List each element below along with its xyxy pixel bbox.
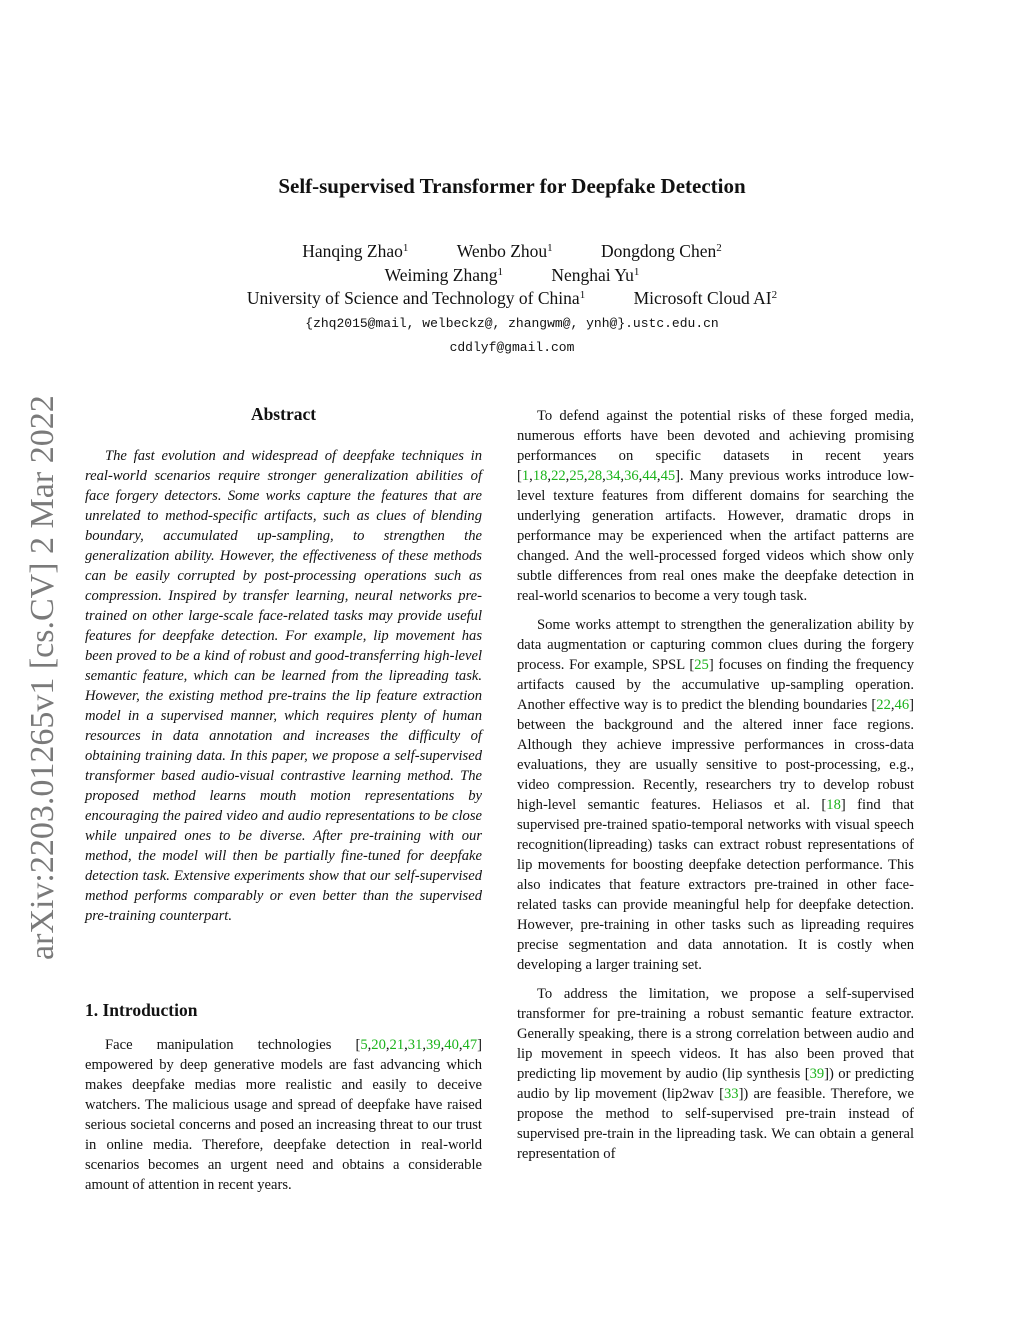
affiliation: Microsoft Cloud $AI^2$ bbox=[633, 288, 778, 308]
body-paragraph: To defend against the potential risks of these forged media, numerous efforts have been devoted and achieving promising performances on specific datasets in recent years [1,18,22,25,28,34,36,44,45]. Many previous works introduce low-level texture features from different domains for searching the underlying generation artifacts. However, dramatic drops in performance may be experienced when the artifact patterns are changed. And the well-processed forged videos which show only subtle differences from real ones make the deepfake detection in real-world scenarios to become a very tough task. bbox=[517, 408, 914, 604]
body-paragraph: To address the limitation, we propose a self-supervised transformer for pre-training a robust semantic feature extractor. Generally speaking, there is a strong correlation between audio and lip movement in speech videos. It has also been proved that predicting lip movement by audio (lip synthesis [39]) or predicting audio by lip movement (lip2wav [33]) are feasible. Therefore, we propose the method to self-supervised pre-train instead of supervised pre-train in the lipreading task. We can obtain a general representation of bbox=[517, 986, 914, 1162]
citation-link[interactable]: 47 bbox=[462, 1037, 478, 1053]
citation-link[interactable]: 25 bbox=[569, 468, 584, 484]
citation-link[interactable]: 1 bbox=[521, 468, 530, 484]
citation-link[interactable]: 18 bbox=[826, 797, 841, 813]
author: Hanqing Zhao$^1$ bbox=[302, 241, 409, 261]
abstract-heading: Abstract bbox=[250, 404, 317, 424]
right-column bbox=[517, 406, 914, 1173]
author: Weiming Zhang$^1$ bbox=[384, 265, 503, 285]
author-email-secondary: cddlyf@gmail.com bbox=[449, 340, 575, 355]
author-emails: {zhq2015@mail, welbeckz@, zhangwm@, ynh@}.ustc.edu.cn bbox=[305, 316, 719, 331]
citation-link[interactable]: 39 bbox=[809, 1066, 825, 1082]
abstract-text: The fast evolution and widespread of deepfake techniques in real-world scenarios require stronger generalization abilities of face forgery detectors. Some works capture the features that are unrelated to method-specific artifacts, such as clues of blending boundary, accumulated up-sampling, to strengthen the generalization ability. However, the effectiveness of these methods can be easily corrupted by post-processing operations such as compression. Inspired by transfer learning, neural networks pre-trained on other large-scale face-related tasks may provide useful features for deepfake detection. For example, lip movement has been proved to be a kind of robust and good-transferring high-level semantic feature, which can be learned from the lipreading task. However, the existing method pre-trains the lip feature extraction model in a supervised manner, which requires plenty of human resources in data annotation and increases the difficulty of obtaining training data. In this paper, we propose a self-supervised transformer based audio-visual contrastive learning method. The proposed method learns mouth motion representations by encouraging the paired video and audio representations to be close while unpaired ones to be diverse. After pre-training with our method, the model will then be partially fine-tuned for deepfake detection task. Extensive experiments show that our self-supervised method performs comparably or even better than the supervised pre-training counterpart. bbox=[85, 448, 482, 924]
citation-link[interactable]: 44 bbox=[642, 468, 657, 484]
arxiv-identifier-stamp: arXiv:2203.01265v1 [cs.CV] 2 Mar 2022 bbox=[24, 395, 61, 960]
affiliations bbox=[0, 288, 1024, 309]
citation-link[interactable]: 25 bbox=[694, 657, 709, 673]
citation-link[interactable]: 31 bbox=[407, 1037, 423, 1053]
citation-link[interactable]: 22 bbox=[551, 468, 566, 484]
author: Wenbo Zhou$^1$ bbox=[456, 241, 553, 261]
citation-link[interactable]: 28 bbox=[587, 468, 603, 484]
intro-paragraph: Face manipulation technologies [5,20,21,31,39,40,47] empowered by deep generative models are fast advancing which makes deepfake medias more realistic and easily to deceive watchers. The malicious usage and spread of deepfake have raised serious societal concerns and posed an increasing threat to our trust in online media. Therefore, deepfake detection in real-world scenarios becomes an urgent need and obtains a considerable amount of attention in recent years. bbox=[85, 1037, 482, 1193]
paper-title: Self-supervised Transformer for Deepfake Detection bbox=[278, 174, 746, 198]
citation-link[interactable]: 34 bbox=[605, 468, 621, 484]
citation-link[interactable]: 18 bbox=[532, 468, 548, 484]
citation-link[interactable]: 39 bbox=[426, 1037, 441, 1053]
citation-link[interactable]: 45 bbox=[660, 468, 676, 484]
citation-link[interactable]: 40 bbox=[444, 1037, 459, 1053]
citation-link[interactable]: 33 bbox=[723, 1086, 739, 1102]
abstract-body bbox=[85, 446, 482, 926]
citation-link[interactable]: 22 bbox=[876, 697, 891, 713]
citation-link[interactable]: 5 bbox=[360, 1037, 368, 1053]
citation-link[interactable]: 46 bbox=[894, 697, 910, 713]
author-line-2 bbox=[0, 265, 1024, 286]
citation-link[interactable]: 36 bbox=[624, 468, 639, 484]
introduction-heading: 1. Introduction bbox=[85, 1000, 198, 1020]
citation-link[interactable]: 21 bbox=[389, 1037, 405, 1053]
citation-link[interactable]: 20 bbox=[371, 1037, 386, 1053]
author: Dongdong Chen$^2$ bbox=[601, 241, 722, 261]
author: Nenghai Yu$^1$ bbox=[551, 265, 640, 285]
affiliation: University of Science and Technology of China$^1$ bbox=[246, 288, 586, 308]
introduction-body bbox=[85, 1035, 482, 1204]
body-paragraph: Some works attempt to strengthen the generalization ability by data augmentation or capturing common clues during the forgery process. For example, SPSL [25] focuses on finding the frequency artifacts caused by the accumulative up-sampling operation. Another effective way is to predict the blending boundaries [22,46] between the background and the altered inner face regions. Although they achieve impressive performances in cross-data evaluations, they are usually sensitive to post-processing, e.g., video compression. Recently, researchers try to develop robust high-level semantic features. Heliasos et al. [18] find that supervised pre-trained spatio-temporal networks with visual speech recognition(lipreading) tasks can extract robust representations of lip movements for boosting deepfake detection performance. This also indicates that feature extractors pre-trained in other face-related tasks can provide meaningful help for deepfake detection. However, pre-training in other tasks such as lipreading requires precise segmentation and data annotation. It is costly when developing a larger training set. bbox=[517, 617, 914, 973]
author-line-1 bbox=[0, 241, 1024, 262]
